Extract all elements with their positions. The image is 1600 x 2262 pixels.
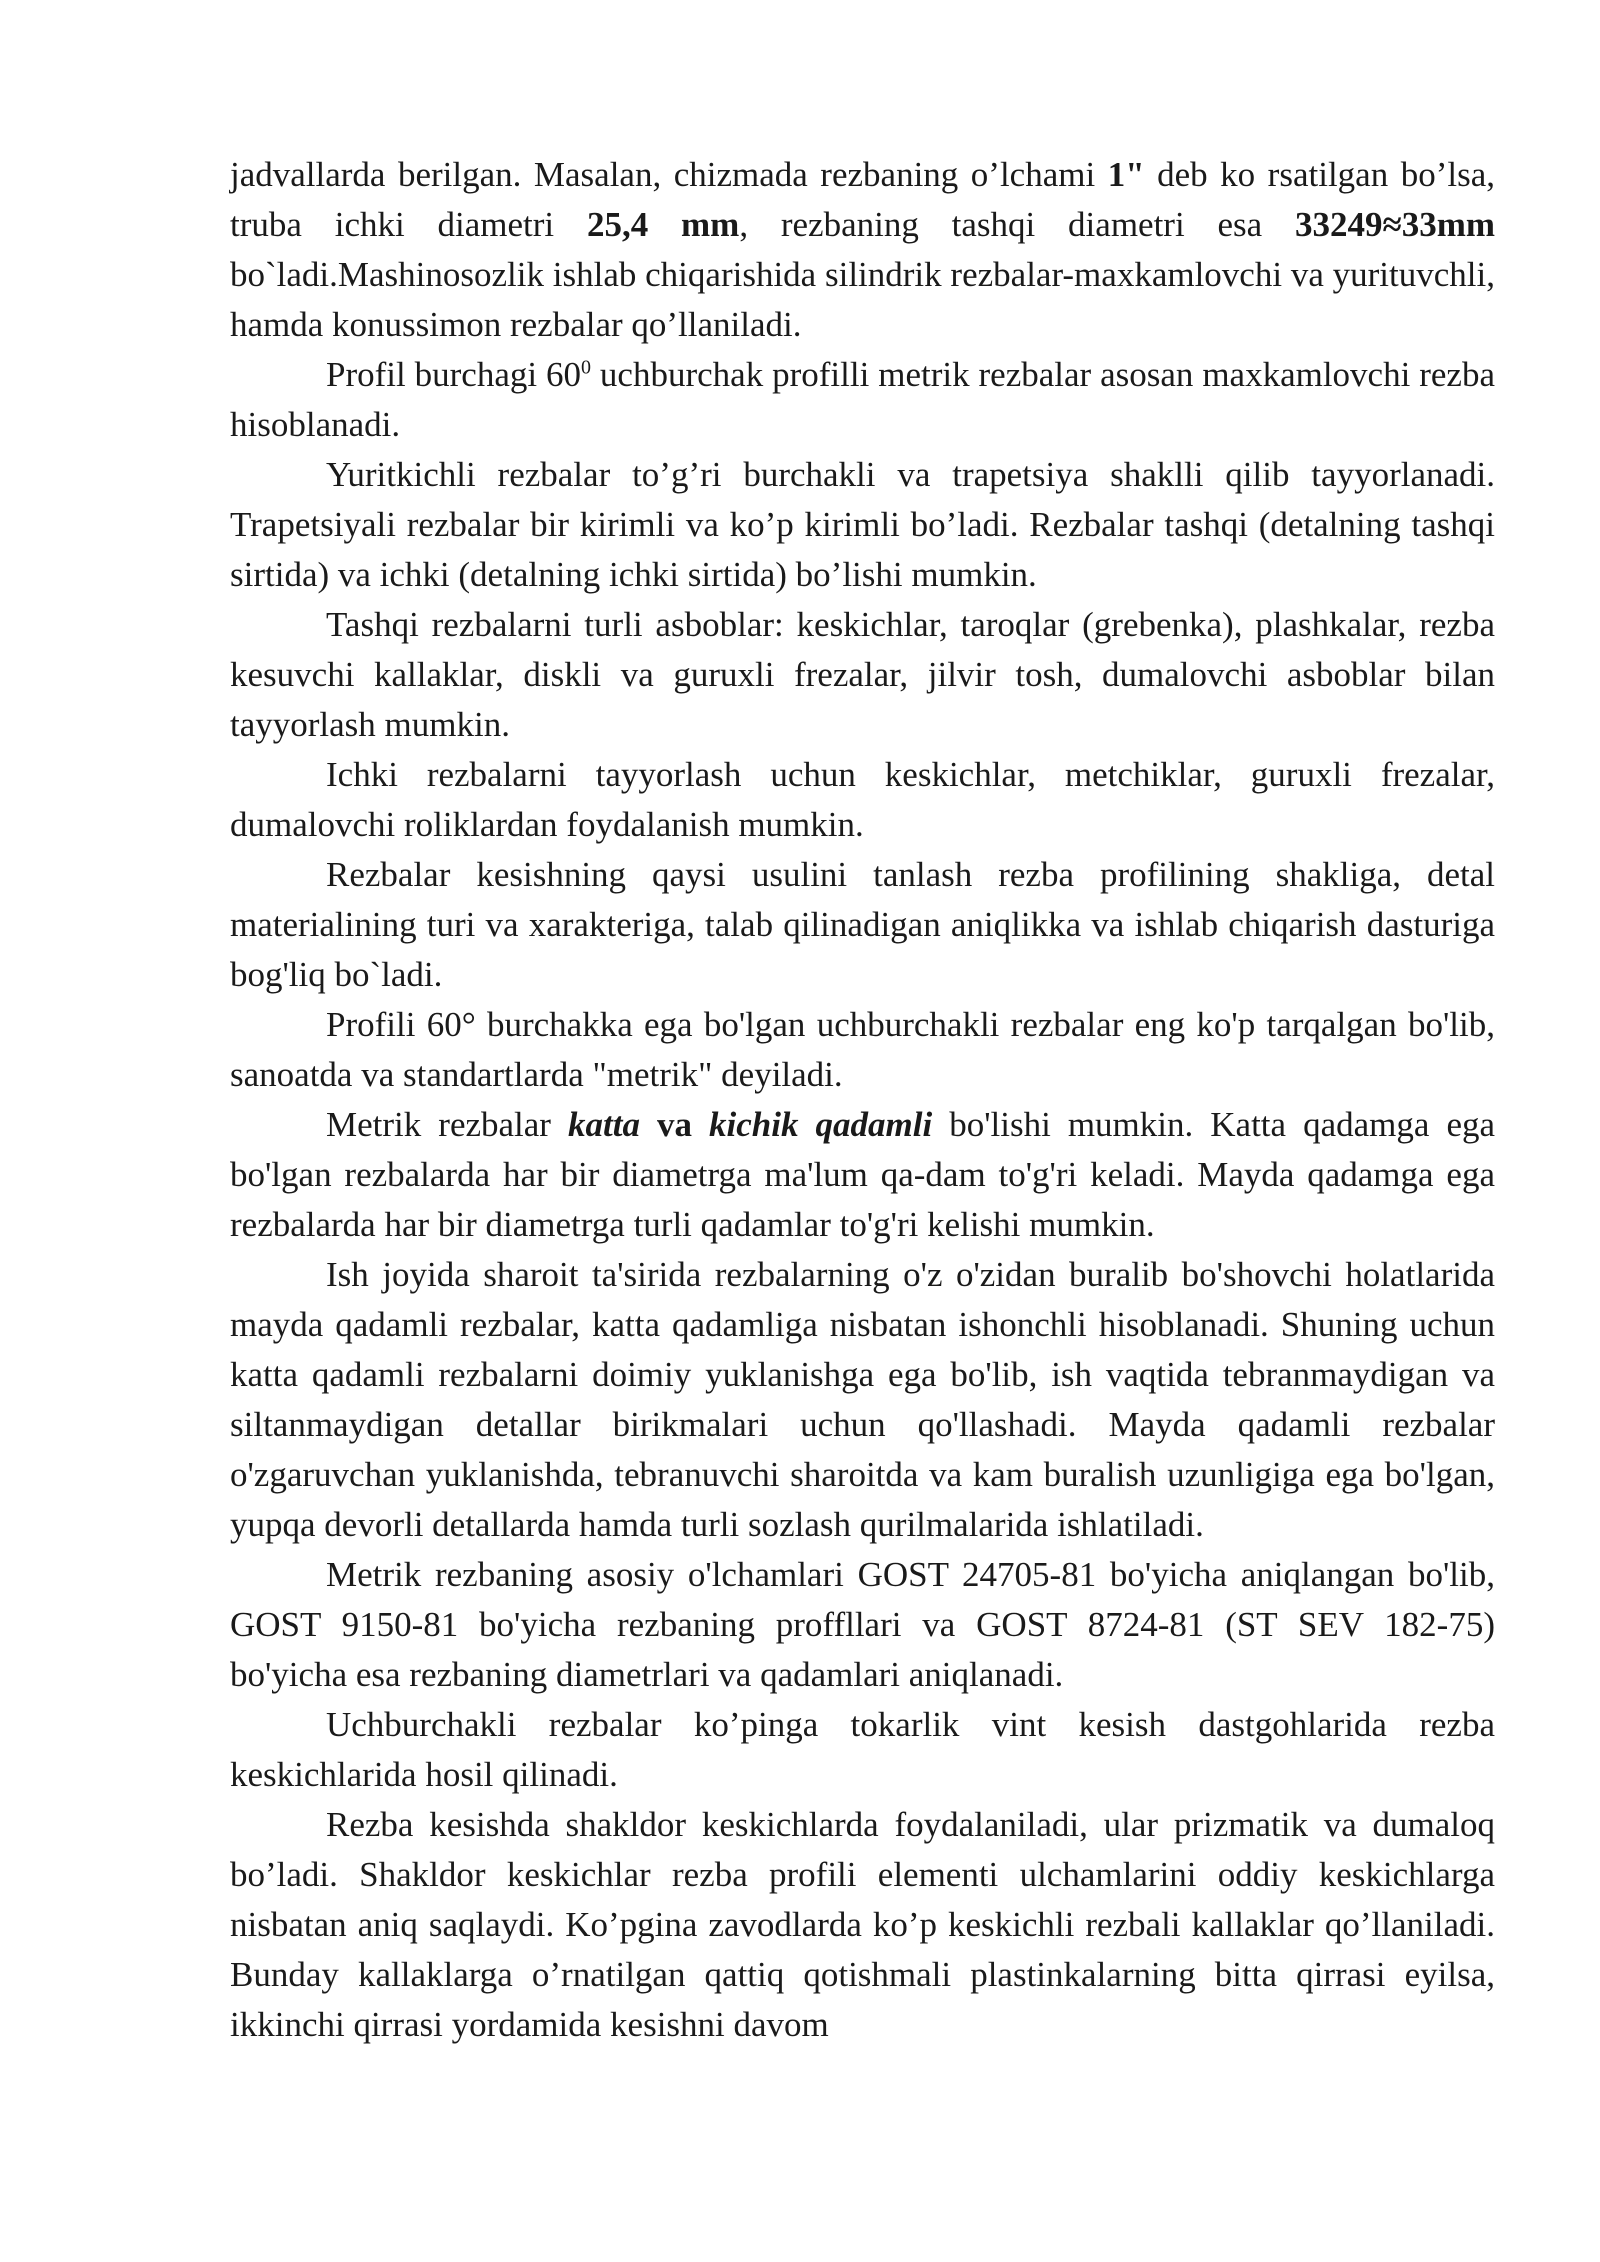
bold-text-run: va	[639, 1105, 710, 1144]
text-run: Rezbalar kesishning qaysi usulini tanlash rezba profilining shakliga, detal materialining turi va xarakteriga, talab qilinadigan aniqlikka va ishlab chiqarish dasturiga bog'liq bo`ladi.	[230, 855, 1495, 994]
text-run: Uchburchakli rezbalar ko’pinga tokarlik vint kesish dastgohlarida rezba keskichlarida hosil qilinadi.	[230, 1705, 1495, 1794]
paragraph	[230, 1700, 1495, 1800]
bold-italic-text-run: kichik qadamli	[709, 1105, 933, 1144]
bold-text-run: 33249≈33mm	[1294, 205, 1496, 244]
text-run: Tashqi rezbalarni turli asboblar: keskichlar, taroqlar (grebenka), plashkalar, rezba kesuvchi kallaklar, diskli va guruxli frezalar, jilvir tosh, dumalovchi asboblar bilan tayyorlash mumkin.	[230, 605, 1495, 744]
text-run: Rezba kesishda shakldor keskichlarda foydalaniladi, ular prizmatik va dumaloq bo’ladi. Shakldor keskichlar rezba profili elementi ulchamlarini oddiy keskichlarga nisbatan aniq saqlaydi. Ko’pgina zavodlarda ko’p keskichli rezbali kallaklar qo’llaniladi. Bunday kallaklarga o’rnatilgan qattiq qotishmali plastinkalarning bitta qirrasi eyilsa, ikkinchi qirrasi yordamida kesishni davom	[230, 1805, 1495, 2044]
text-run: Metrik rezbalar	[326, 1105, 568, 1144]
bold-text-run: 1"	[1107, 155, 1145, 194]
paragraph	[230, 150, 1495, 350]
paragraph	[230, 350, 1495, 450]
text-run: Metrik rezbaning asosiy o'lchamlari GOST 24705-81 bo'yicha aniqlangan bo'lib, GOST 9150-81 bo'yicha rezbaning proffllari va GOST 8724-81 (ST SEV 182-75) bo'yicha esa rezbaning diametrlari va qadamlari aniqlanadi.	[230, 1555, 1495, 1694]
paragraph	[230, 750, 1495, 850]
paragraph	[230, 1100, 1495, 1250]
superscript: 0	[581, 356, 592, 379]
text-run: jadvallarda berilgan. Masalan, chizmada rezbaning o’lchami	[230, 155, 1108, 194]
text-run: bo`ladi.Mashinosozlik ishlab chiqarishida silindrik rezbalar-maxkamlovchi va yurituvchli, hamda konussimon rezbalar qo’llaniladi.	[230, 255, 1495, 344]
paragraph	[230, 1800, 1495, 2050]
text-run: bo'lishi mumkin. Katta qadamga ega bo'lgan rezbalarda har bir diametrga ma'lum qa-dam to'g'ri keladi. Mayda qadamga ega rezbalarda har bir diametrga turli qadamlar to'g'ri kelishi mumkin.	[230, 1105, 1496, 1244]
text-run: Profil burchagi 60	[326, 355, 582, 394]
text-run: deb ko rsatilgan bo’lsa, truba ichki diametri	[230, 155, 1495, 244]
document-page	[230, 150, 1495, 2050]
text-run: Profili 60° burchakka ega bo'lgan uchburchakli rezbalar eng ko'p tarqalgan bo'lib, sanoatda va standartlarda "metrik" deyiladi.	[230, 1005, 1495, 1094]
text-run: Ichki rezbalarni tayyorlash uchun keskichlar, metchiklar, guruxli frezalar, dumalovchi roliklardan foydalanish mumkin.	[230, 755, 1495, 844]
text-run: uchburchak profilli metrik rezbalar asosan maxkamlovchi rezba hisoblanadi.	[230, 355, 1495, 444]
paragraph	[230, 1000, 1495, 1100]
text-run: , rezbaning tashqi diametri esa	[739, 205, 1295, 244]
paragraph	[230, 1550, 1495, 1700]
paragraph	[230, 1250, 1495, 1550]
text-run: Yuritkichli rezbalar to’g’ri burchakli va trapetsiya shaklli qilib tayyorlanadi. Trapetsiyali rezbalar bir kirimli va ko’p kirimli bo’ladi. Rezbalar tashqi (detalning tashqi sirtida) va ichki (detalning ichki sirtida) bo’lishi mumkin.	[230, 455, 1495, 594]
bold-text-run: 25,4 mm	[586, 205, 740, 244]
paragraph	[230, 850, 1495, 1000]
paragraph	[230, 450, 1495, 600]
text-run: Ish joyida sharoit ta'sirida rezbalarning o'z o'zidan buralib bo'shovchi holatlarida mayda qadamli rezbalar, katta qadamliga nisbatan ishonchli hisoblanadi. Shuning uchun katta qadamli rezbalarni doimiy yuklanishga ega bo'lib, ish vaqtida tebranmaydigan va siltanmaydigan detallar birikmalari uchun qo'llashadi. Mayda qadamli rezbalar o'zgaruvchan yuklanishda, tebranuvchi sharoitda va kam buralish uzunligiga ega bo'lgan, yupqa devorli detallarda hamda turli sozlash qurilmalarida ishlatiladi.	[230, 1255, 1495, 1544]
paragraph	[230, 600, 1495, 750]
bold-italic-text-run: katta	[568, 1105, 640, 1144]
